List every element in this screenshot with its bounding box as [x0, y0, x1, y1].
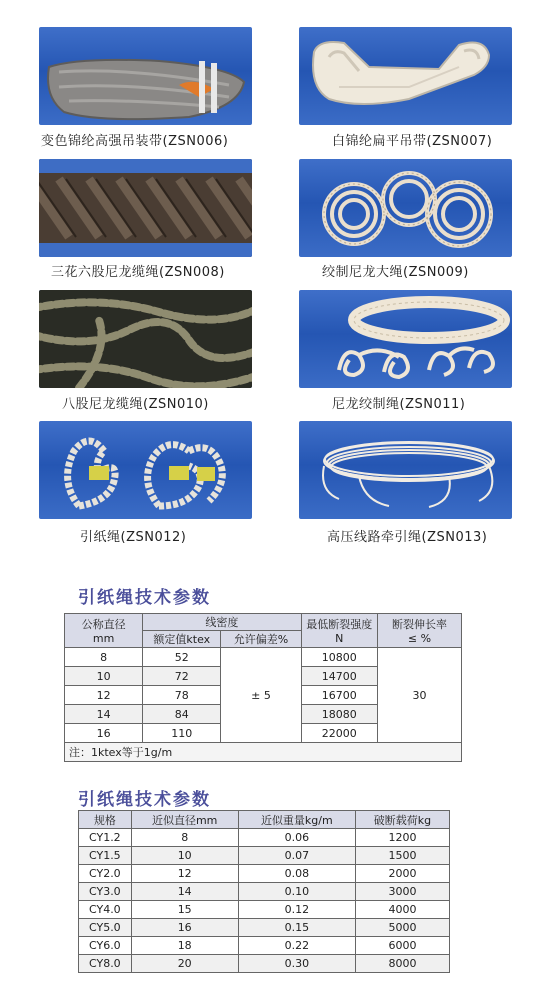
tolerance-value: ± 5	[221, 648, 301, 743]
product-caption: 引纸绳(ZSN012)	[80, 530, 187, 545]
paper-rope-spec-table-1	[64, 613, 462, 762]
white-rope-bundle-icon	[299, 421, 512, 519]
strength-header: 最低断裂强度 N	[301, 614, 377, 648]
table2-title: 引纸绳技术参数	[78, 790, 211, 810]
white-flat-sling-photo	[299, 27, 512, 125]
brown-twisted-rope-photo	[39, 159, 252, 257]
product-caption: 三花六股尼龙缆绳(ZSN008)	[51, 265, 225, 280]
grey-sling-belt-icon	[39, 27, 252, 125]
white-rope-bundle-photo	[299, 421, 512, 519]
table-row: CY6.0 18 0.22 6000	[79, 937, 450, 955]
paper-rope-spec-table-2	[78, 810, 450, 973]
grey-sling-belt-photo	[39, 27, 252, 125]
eight-strand-rope-photo	[39, 290, 252, 388]
product-caption: 白锦纶扁平吊带(ZSN007)	[332, 134, 493, 149]
product-caption: 尼龙绞制绳(ZSN011)	[332, 397, 466, 412]
table-row: 16 110 22000	[65, 724, 462, 743]
product-caption: 变色锦纶高强吊装带(ZSN006)	[41, 134, 229, 149]
elongation-value: 30	[377, 648, 461, 743]
white-rope-coils-photo	[299, 159, 512, 257]
coiled-rope-loops-photo	[299, 290, 512, 388]
density-header: 线密度	[143, 614, 301, 631]
approx-diameter-header: 近似直径mm	[131, 811, 238, 829]
brown-twisted-rope-icon	[39, 159, 252, 257]
table-row: 10 72 14700	[65, 667, 462, 686]
white-rope-coils-icon	[299, 159, 512, 257]
table-row: CY8.0 20 0.30 8000	[79, 955, 450, 973]
table-row: CY4.0 15 0.12 4000	[79, 901, 450, 919]
product-caption: 高压线路牵引绳(ZSN013)	[327, 530, 488, 545]
product-caption: 绞制尼龙大绳(ZSN009)	[322, 265, 469, 280]
table1-note: 注：1ktex等于1g/m	[65, 743, 462, 762]
rope-slings-with-eyes-icon	[39, 421, 252, 519]
breaking-load-header: 破断载荷kg	[355, 811, 449, 829]
table1-title: 引纸绳技术参数	[78, 588, 211, 608]
rated-header: 额定值ktex	[143, 631, 221, 648]
approx-weight-header: 近似重量kg/m	[238, 811, 355, 829]
rope-slings-photo	[39, 421, 252, 519]
spec-header: 规格	[79, 811, 132, 829]
table-row: 14 84 18080	[65, 705, 462, 724]
elongation-header: 断裂伸长率 ≤ %	[377, 614, 461, 648]
table-row: 8 52 ± 5 10800 30	[65, 648, 462, 667]
table-row: CY1.2 8 0.06 1200	[79, 829, 450, 847]
white-flat-sling-icon	[299, 27, 512, 125]
table-row: CY5.0 16 0.15 5000	[79, 919, 450, 937]
coiled-rope-loops-icon	[299, 290, 512, 388]
table-row: CY3.0 14 0.10 3000	[79, 883, 450, 901]
table-row: 12 78 16700	[65, 686, 462, 705]
table-row: CY1.5 10 0.07 1500	[79, 847, 450, 865]
table-row: CY2.0 12 0.08 2000	[79, 865, 450, 883]
tolerance-header: 允许偏差%	[221, 631, 301, 648]
product-caption: 八股尼龙缆绳(ZSN010)	[62, 397, 209, 412]
diameter-header: 公称直径 mm	[65, 614, 143, 648]
eight-strand-rope-icon	[39, 290, 252, 388]
